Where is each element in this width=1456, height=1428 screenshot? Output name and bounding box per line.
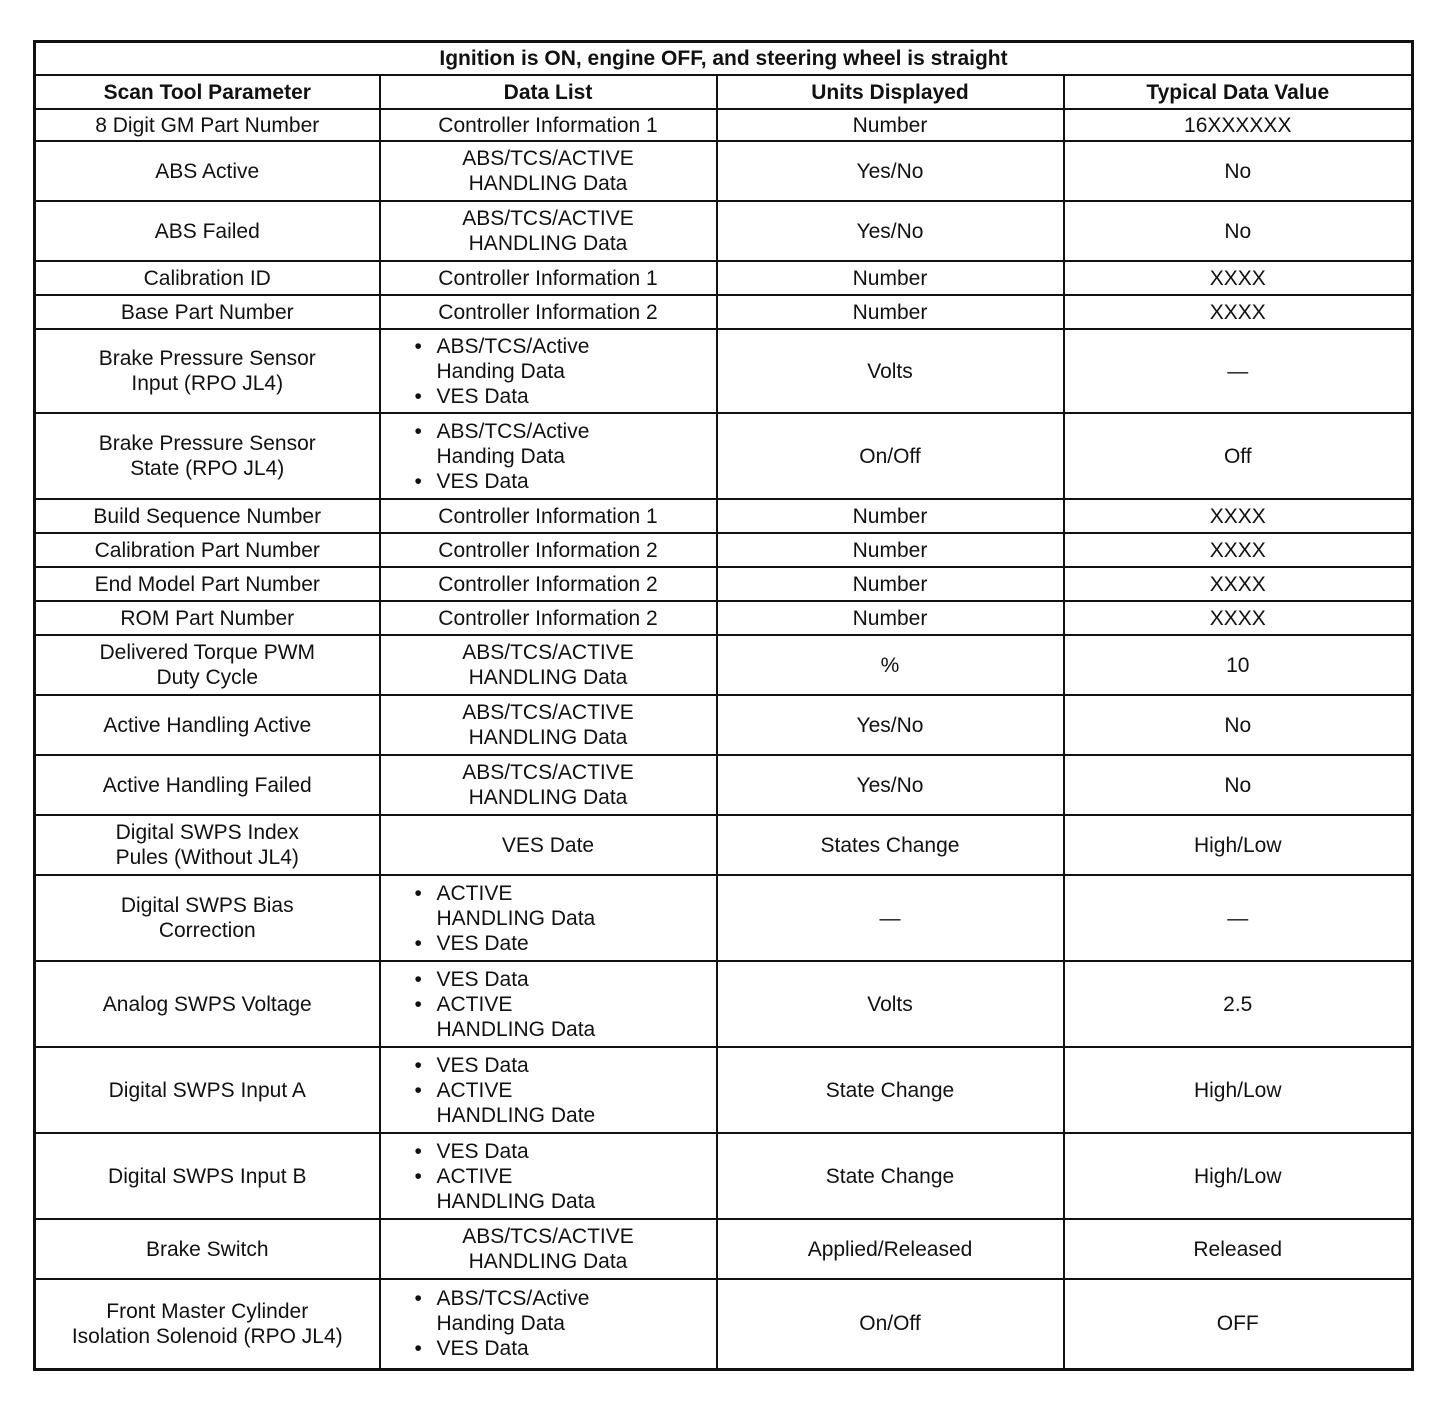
cell-typical-value: High/Low: [1064, 1133, 1413, 1219]
cell-data-list: [380, 1133, 717, 1219]
cell-parameter: Calibration ID: [35, 261, 380, 295]
cell-typical-value: —: [1064, 329, 1413, 413]
cell-typical-value: XXXX: [1064, 261, 1413, 295]
table-row: [35, 141, 1413, 201]
cell-units: Number: [717, 601, 1064, 635]
cell-typical-value: XXXX: [1064, 499, 1413, 533]
table-row: [35, 755, 1413, 815]
cell-units: Number: [717, 261, 1064, 295]
table-row: [35, 499, 1413, 533]
cell-parameter: Active Handling Active: [35, 695, 380, 755]
cell-typical-value: No: [1064, 141, 1413, 201]
table-caption: Ignition is ON, engine OFF, and steering wheel is straight: [35, 42, 1413, 76]
cell-data-list: Controller Information 1: [380, 109, 717, 141]
cell-typical-value: Released: [1064, 1219, 1413, 1279]
data-list-bullet-item: • VES Data: [415, 469, 710, 494]
cell-typical-value: 2.5: [1064, 961, 1413, 1047]
column-header-units: Units Displayed: [717, 75, 1064, 109]
column-header-parameter: Scan Tool Parameter: [35, 75, 380, 109]
cell-parameter: Digital SWPS Input B: [35, 1133, 380, 1219]
cell-data-list: Controller Information 2: [380, 567, 717, 601]
data-list-bullet-item: • VES Data: [415, 1053, 710, 1078]
cell-units: %: [717, 635, 1064, 695]
data-list-bullets: [415, 1139, 710, 1214]
cell-typical-value: High/Low: [1064, 815, 1413, 875]
cell-data-list: Controller Information 2: [380, 295, 717, 329]
cell-typical-value: XXXX: [1064, 601, 1413, 635]
table-row: [35, 413, 1413, 499]
cell-data-list: ABS/TCS/ACTIVE HANDLING Data: [380, 635, 717, 695]
cell-typical-value: —: [1064, 875, 1413, 961]
data-list-bullets: [415, 881, 710, 956]
cell-parameter: Active Handling Failed: [35, 755, 380, 815]
cell-parameter: Digital SWPS Input A: [35, 1047, 380, 1133]
cell-parameter: Analog SWPS Voltage: [35, 961, 380, 1047]
cell-parameter: Build Sequence Number: [35, 499, 380, 533]
table-row: [35, 875, 1413, 961]
cell-parameter: ABS Active: [35, 141, 380, 201]
table-row: [35, 295, 1413, 329]
table-row: [35, 695, 1413, 755]
table-row: [35, 329, 1413, 413]
cell-units: —: [717, 875, 1064, 961]
cell-data-list: ABS/TCS/ACTIVE HANDLING Data: [380, 141, 717, 201]
cell-data-list: [380, 413, 717, 499]
data-list-bullet-item: • ABS/TCS/Active Handing Data: [415, 334, 710, 384]
data-list-bullets: [415, 1286, 710, 1361]
cell-data-list: ABS/TCS/ACTIVE HANDLING Data: [380, 201, 717, 261]
table-row: [35, 1047, 1413, 1133]
cell-typical-value: XXXX: [1064, 567, 1413, 601]
data-list-bullet-item: • ACTIVE HANDLING Data: [415, 992, 710, 1042]
cell-parameter: Front Master Cylinder Isolation Solenoid (RPO JL4): [35, 1279, 380, 1369]
cell-units: Yes/No: [717, 755, 1064, 815]
cell-units: Yes/No: [717, 201, 1064, 261]
data-list-bullets: [415, 967, 710, 1042]
cell-parameter: Delivered Torque PWM Duty Cycle: [35, 635, 380, 695]
cell-data-list: ABS/TCS/ACTIVE HANDLING Data: [380, 755, 717, 815]
table-row: [35, 109, 1413, 141]
cell-parameter: Brake Pressure Sensor State (RPO JL4): [35, 413, 380, 499]
cell-units: States Change: [717, 815, 1064, 875]
table-row: [35, 567, 1413, 601]
cell-typical-value: OFF: [1064, 1279, 1413, 1369]
table-body: [35, 109, 1413, 1369]
cell-typical-value: 10: [1064, 635, 1413, 695]
data-list-bullet-item: • VES Data: [415, 967, 710, 992]
cell-parameter: Digital SWPS Bias Correction: [35, 875, 380, 961]
cell-typical-value: No: [1064, 201, 1413, 261]
table-caption-row: [35, 42, 1413, 76]
cell-typical-value: XXXX: [1064, 295, 1413, 329]
cell-units: Number: [717, 109, 1064, 141]
cell-units: Applied/Released: [717, 1219, 1064, 1279]
table-row: [35, 961, 1413, 1047]
table-header-row: [35, 75, 1413, 109]
cell-typical-value: No: [1064, 695, 1413, 755]
cell-parameter: Brake Switch: [35, 1219, 380, 1279]
cell-typical-value: No: [1064, 755, 1413, 815]
cell-data-list: VES Date: [380, 815, 717, 875]
cell-units: Number: [717, 295, 1064, 329]
data-list-bullet-item: • ACTIVE HANDLING Data: [415, 1164, 710, 1214]
cell-data-list: [380, 1279, 717, 1369]
cell-units: Yes/No: [717, 695, 1064, 755]
table-row: [35, 533, 1413, 567]
cell-units: Yes/No: [717, 141, 1064, 201]
cell-units: On/Off: [717, 413, 1064, 499]
cell-data-list: Controller Information 1: [380, 499, 717, 533]
cell-parameter: 8 Digit GM Part Number: [35, 109, 380, 141]
cell-parameter: End Model Part Number: [35, 567, 380, 601]
cell-units: Volts: [717, 961, 1064, 1047]
data-list-bullet-item: • VES Data: [415, 1139, 710, 1164]
data-list-bullet-item: • VES Data: [415, 384, 710, 409]
cell-data-list: Controller Information 2: [380, 533, 717, 567]
cell-units: State Change: [717, 1133, 1064, 1219]
data-list-bullets: [415, 334, 710, 409]
table-row: [35, 201, 1413, 261]
cell-typical-value: Off: [1064, 413, 1413, 499]
cell-data-list: Controller Information 1: [380, 261, 717, 295]
data-list-bullet-item: • ACTIVE HANDLING Date: [415, 1078, 710, 1128]
scan-tool-data-table: [33, 40, 1414, 1371]
table-row: [35, 261, 1413, 295]
cell-units: State Change: [717, 1047, 1064, 1133]
cell-typical-value: High/Low: [1064, 1047, 1413, 1133]
cell-units: On/Off: [717, 1279, 1064, 1369]
cell-data-list: [380, 329, 717, 413]
cell-data-list: [380, 875, 717, 961]
cell-typical-value: 16XXXXXX: [1064, 109, 1413, 141]
column-header-typical-value: Typical Data Value: [1064, 75, 1413, 109]
data-list-bullet-item: • ABS/TCS/Active Handing Data: [415, 419, 710, 469]
cell-parameter: Brake Pressure Sensor Input (RPO JL4): [35, 329, 380, 413]
cell-data-list: [380, 1047, 717, 1133]
table-row: [35, 1133, 1413, 1219]
cell-units: Number: [717, 499, 1064, 533]
cell-parameter: Calibration Part Number: [35, 533, 380, 567]
cell-data-list: Controller Information 2: [380, 601, 717, 635]
cell-parameter: ABS Failed: [35, 201, 380, 261]
data-list-bullet-item: • ABS/TCS/Active Handing Data: [415, 1286, 710, 1336]
table-row: [35, 635, 1413, 695]
cell-data-list: [380, 961, 717, 1047]
table-row: [35, 1279, 1413, 1369]
data-list-bullets: [415, 419, 710, 494]
column-header-data-list: Data List: [380, 75, 717, 109]
cell-parameter: Base Part Number: [35, 295, 380, 329]
cell-data-list: ABS/TCS/ACTIVE HANDLING Data: [380, 1219, 717, 1279]
table-row: [35, 601, 1413, 635]
table-row: [35, 815, 1413, 875]
cell-parameter: Digital SWPS Index Pules (Without JL4): [35, 815, 380, 875]
data-list-bullet-item: • VES Data: [415, 1336, 710, 1361]
cell-typical-value: XXXX: [1064, 533, 1413, 567]
data-list-bullet-item: • ACTIVE HANDLING Data: [415, 881, 710, 931]
cell-units: Volts: [717, 329, 1064, 413]
cell-data-list: ABS/TCS/ACTIVE HANDLING Data: [380, 695, 717, 755]
table-row: [35, 1219, 1413, 1279]
cell-parameter: ROM Part Number: [35, 601, 380, 635]
data-list-bullets: [415, 1053, 710, 1128]
cell-units: Number: [717, 533, 1064, 567]
cell-units: Number: [717, 567, 1064, 601]
data-list-bullet-item: • VES Date: [415, 931, 710, 956]
